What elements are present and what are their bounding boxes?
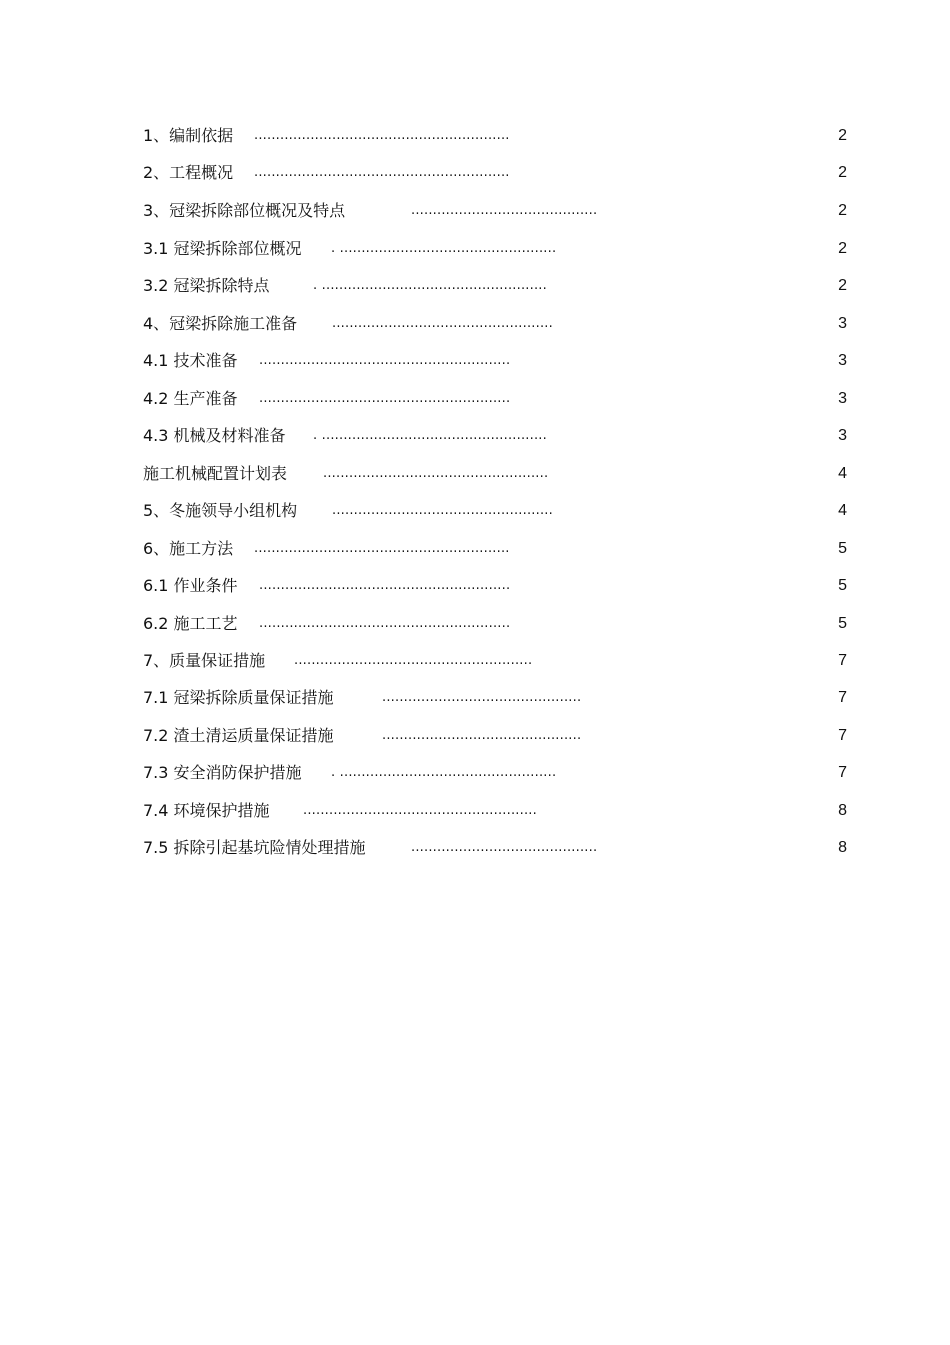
toc-dot-leader: .......................................................... — [259, 578, 511, 593]
toc-page-number: 7 — [838, 689, 847, 706]
toc-entry-title: 4.3 机械及材料准备 — [143, 426, 286, 445]
toc-page-number: 3 — [838, 315, 847, 332]
toc-entry-title: 4.1 技术准备 — [143, 351, 238, 370]
toc-entry-title: 6.1 作业条件 — [143, 576, 238, 595]
toc-entry-title: 5、冬施领导小组机构 — [143, 501, 298, 520]
toc-entry-title: 4.2 生产准备 — [143, 389, 238, 408]
toc-entry[interactable] — [0, 761, 950, 785]
toc-entry[interactable] — [0, 537, 950, 561]
toc-entry[interactable] — [0, 199, 950, 223]
toc-dot-leader: . .................................................. — [331, 241, 557, 256]
toc-dot-leader: ........................................................... — [254, 541, 510, 556]
toc-dot-leader: .......................................................... — [259, 616, 511, 631]
toc-page-number: 2 — [838, 202, 847, 219]
toc-page-number: 2 — [838, 127, 847, 144]
toc-dot-leader: ....................................................... — [294, 653, 533, 668]
toc-dot-leader: .......................................................... — [259, 391, 511, 406]
toc-page-number: 7 — [838, 764, 847, 781]
toc-page-number: 8 — [838, 802, 847, 819]
toc-dot-leader: . .................................................... — [313, 428, 547, 443]
toc-entry[interactable] — [0, 124, 950, 148]
toc-entry-title: 7.1 冠梁拆除质量保证措施 — [143, 688, 334, 707]
toc-entry-title: 3.2 冠梁拆除特点 — [143, 276, 270, 295]
toc-entry-title: 3、冠梁拆除部位概况及特点 — [143, 201, 346, 220]
toc-dot-leader: .......................................................... — [259, 353, 511, 368]
toc-page-number: 2 — [838, 240, 847, 257]
toc-page-number: 4 — [838, 502, 847, 519]
toc-dot-leader: ................................................... — [332, 503, 553, 518]
toc-page-number: 3 — [838, 390, 847, 407]
toc-entry-title: 3.1 冠梁拆除部位概况 — [143, 239, 302, 258]
toc-page-number: 8 — [838, 839, 847, 856]
toc-dot-leader: .................................................... — [323, 466, 549, 481]
toc-entry[interactable] — [0, 799, 950, 823]
toc-entry[interactable] — [0, 387, 950, 411]
toc-dot-leader: ........................................... — [411, 840, 598, 855]
toc-entry[interactable] — [0, 312, 950, 336]
toc-entry[interactable] — [0, 612, 950, 636]
toc-dot-leader: .............................................. — [382, 690, 582, 705]
toc-dot-leader: ...................................................... — [303, 803, 537, 818]
toc-entry-title: 7.4 环境保护措施 — [143, 801, 270, 820]
toc-page-number: 7 — [838, 727, 847, 744]
toc-entry[interactable] — [0, 161, 950, 185]
toc-entry[interactable] — [0, 724, 950, 748]
toc-entry[interactable] — [0, 274, 950, 298]
toc-entry[interactable] — [0, 237, 950, 261]
toc-entry-title: 7、质量保证措施 — [143, 651, 266, 670]
toc-entry-title: 6、施工方法 — [143, 539, 234, 558]
toc-page-number: 3 — [838, 352, 847, 369]
toc-dot-leader: . .................................................... — [313, 278, 547, 293]
toc-dot-leader: ........................................................... — [254, 128, 510, 143]
toc-entry[interactable] — [0, 686, 950, 710]
toc-page-number: 5 — [838, 540, 847, 557]
toc-entry-title: 7.5 拆除引起基坑险情处理措施 — [143, 838, 366, 857]
toc-entry[interactable] — [0, 424, 950, 448]
toc-page-number: 7 — [838, 652, 847, 669]
toc-entry-title: 6.2 施工工艺 — [143, 614, 238, 633]
toc-dot-leader: ........................................... — [411, 203, 598, 218]
toc-entry-title: 1、编制依据 — [143, 126, 234, 145]
toc-page-number: 2 — [838, 277, 847, 294]
toc-entry-title: 7.3 安全消防保护措施 — [143, 763, 302, 782]
toc-page-number: 5 — [838, 577, 847, 594]
toc-page-number: 5 — [838, 615, 847, 632]
toc-entry-title: 施工机械配置计划表 — [143, 464, 288, 483]
toc-entry[interactable] — [0, 349, 950, 373]
toc-entry-title: 2、工程概况 — [143, 163, 234, 182]
toc-entry[interactable] — [0, 649, 950, 673]
toc-page-number: 2 — [838, 164, 847, 181]
toc-dot-leader: ........................................................... — [254, 165, 510, 180]
toc-page-number: 3 — [838, 427, 847, 444]
toc-dot-leader: ................................................... — [332, 316, 553, 331]
toc-entry[interactable] — [0, 574, 950, 598]
toc-entry[interactable] — [0, 462, 950, 486]
toc-entry[interactable] — [0, 836, 950, 860]
toc-dot-leader: .............................................. — [382, 728, 582, 743]
toc-dot-leader: . .................................................. — [331, 765, 557, 780]
toc-entry-title: 7.2 渣土清运质量保证措施 — [143, 726, 334, 745]
toc-page-number: 4 — [838, 465, 847, 482]
toc-entry-title: 4、冠梁拆除施工准备 — [143, 314, 298, 333]
toc-entry[interactable] — [0, 499, 950, 523]
